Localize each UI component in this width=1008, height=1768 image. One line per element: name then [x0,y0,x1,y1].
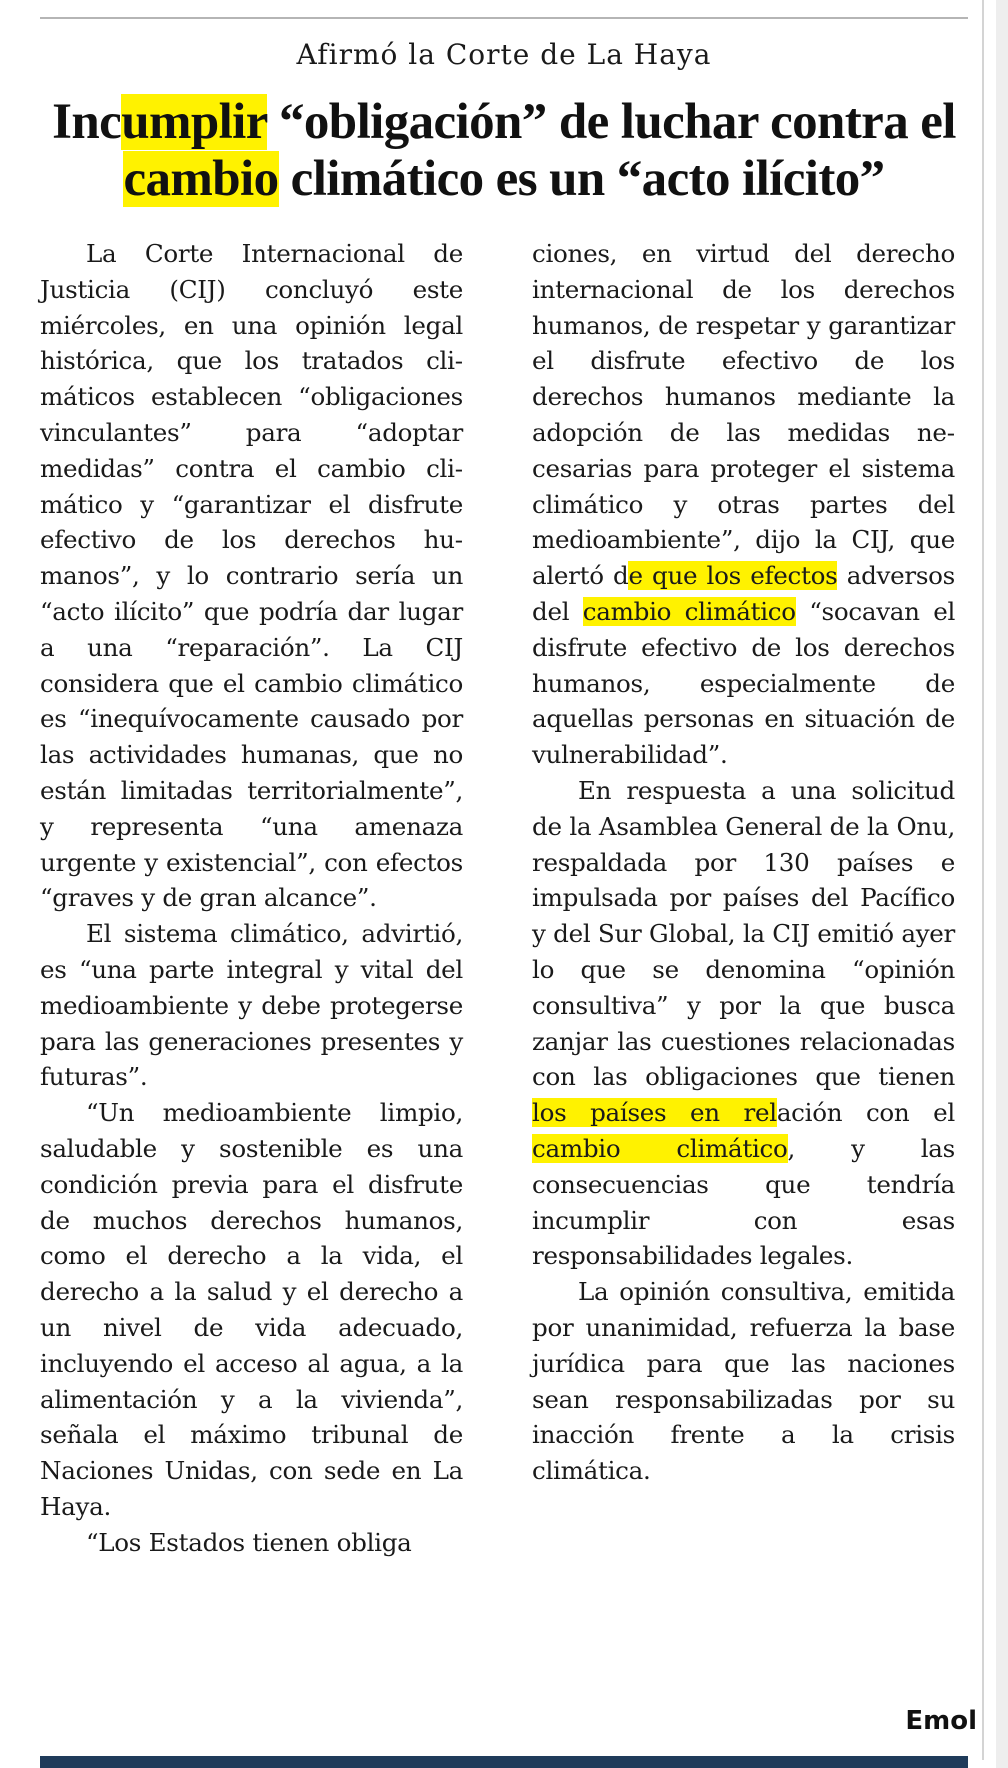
highlighted-text: cambio climático [532,1133,788,1163]
paragraph: “Un medioambiente limpio, saludable y sostenible es una condición previa para el disfrute de muchos derechos humanos, como el derecho a la vida, el derecho a la salud y el derecho a un nivel de vida adecuado, incluyendo el acceso al agua, a la alimentación y a la vivienda”, señala el máximo tribunal de Naciones Unidas, con sede en La Haya. [40,1098,463,1521]
headline-text-1: Inc [52,94,122,150]
headline-highlight-1: umplir [121,94,267,150]
paragraph [532,236,955,773]
paragraph: “Los Estados tienen obliga [86,1527,412,1557]
paragraph-text: adversos del [532,561,955,626]
page-edge-margin [996,0,1008,1768]
article-kicker: Afirmó la Corte de La Haya [296,38,712,71]
article-byline: Emol [905,1706,977,1736]
paragraph-text: ación con el [776,1098,955,1128]
top-divider [40,17,968,19]
headline-highlight-2: cambio [123,151,279,207]
page-edge-line [982,0,984,1760]
highlighted-text: e que los efectos [628,561,838,591]
paragraph: El sistema climático, advirtió, es “una parte integral y vital del medioambiente y debe protegerse para las generaciones presentes y futuras”. [40,919,463,1092]
paragraph-text: En respuesta a una solicitud de la Asamblea General de la Onu, respaldada por 130 países e impulsada por países del Pacífico y del Sur Global, la CIJ emitió ayer lo que se denomina “opinión consultiva” y por la que busca zanjar las cuestiones relacionadas con las obligaciones que tienen [532,775,955,1092]
paragraph: La opinión consultiva, emitida por unanimidad, refuerza la base jurídica para que las naciones sean responsabilizadas por su inacción frente a la crisis climática. [532,1277,955,1486]
paragraph-text: , y las consecuencias que tendría incumplir con esas responsabilidades legales. [532,1133,955,1271]
article-headline [40,94,968,208]
paragraph: La Corte Internacional de Justicia (CIJ) concluyó este miércoles, en una opinión legal histórica, que los tratados climáticos establecen “obligaciones vinculantes” para “adoptar medidas” contra el cambio climático y “garantizar el disfrute efectivo de los derechos humanos”, y lo contrario sería un “acto ilícito” que podría dar lugar a una “reparación”. La CIJ considera que el cambio climático es “inequívocamente causado por las actividades humanas, que no están limitadas territorialmente”, y representa “una amenaza urgente y existencial”, con efectos “graves y de gran alcance”. [40,239,463,913]
paragraph-text: ciones, en virtud del derecho internacional de los derechos humanos, de respetar y garantizar el disfrute efectivo de los derechos humanos mediante la adopción de las medidas necesarias para proteger el sistema climático y otras partes del medioambiente”, dijo la CIJ, que alertó d [532,239,955,591]
article-column-right [532,236,955,1489]
headline-text-3: climático es un “acto ilícito” [278,151,885,207]
headline-text-2: “obligación” de luchar contra el [266,94,956,150]
highlighted-text: los países en rel [532,1098,777,1128]
bottom-color-bar [40,1756,968,1768]
article-column-left [40,236,463,1560]
highlighted-text: cambio climático [582,596,796,626]
paragraph [532,773,955,1274]
paragraph-text: “socavan el disfrute efectivo de los derechos humanos, especialmente de aquellas personas en situación de vulnerabilidad”. [532,596,956,770]
